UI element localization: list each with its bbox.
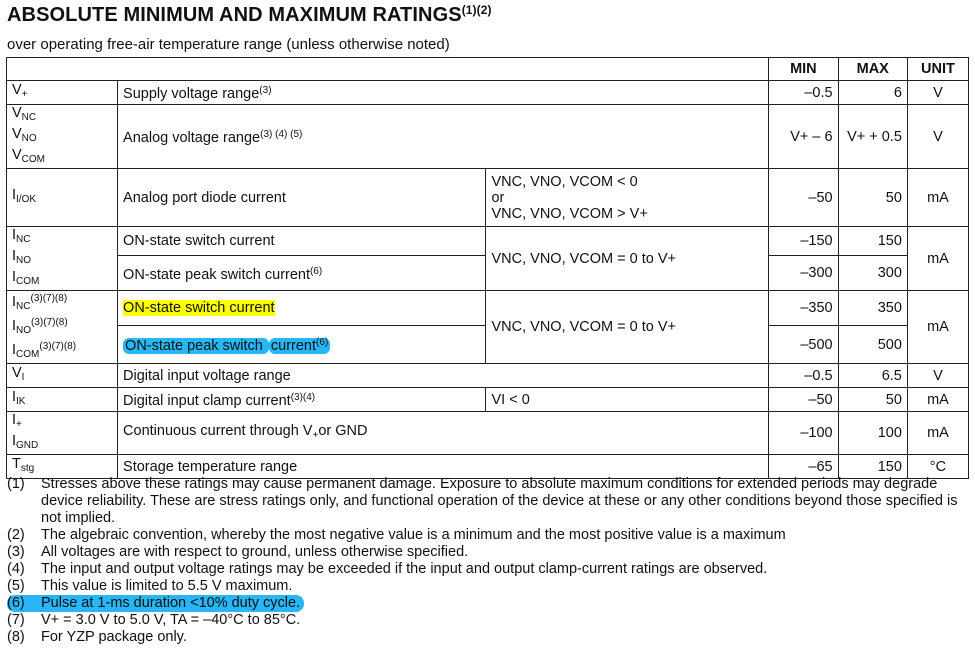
symbol-cell: $I_{IK}$ bbox=[7, 388, 118, 412]
footnote-item bbox=[7, 595, 967, 612]
max-cell: 350 bbox=[838, 291, 907, 326]
footnote-item: (4) The input and output voltage ratings may be exceeded if the input and output clamp-current ratings are observed. bbox=[7, 561, 768, 577]
parameter-cell: Digital input clamp current$^{(3)(4)}$ bbox=[118, 388, 486, 412]
min-cell: –300 bbox=[769, 256, 838, 291]
parameter-cell: Digital input voltage range bbox=[118, 364, 769, 388]
symbol-cell: $I_{I/OK}$ bbox=[7, 169, 118, 227]
max-cell: 50 bbox=[838, 388, 907, 412]
table-row bbox=[7, 364, 969, 388]
footnote-item: (3) All voltages are with respect to ground, unless otherwise specified. bbox=[7, 544, 469, 560]
symbol-cell: $V_+$ bbox=[7, 81, 118, 105]
condition-cell: VI < 0 bbox=[486, 388, 769, 412]
page-subtitle: over operating free-air temperature range (unless otherwise noted) bbox=[7, 36, 450, 53]
max-cell: 300 bbox=[838, 256, 907, 291]
unit-cell: V bbox=[907, 81, 968, 105]
symbol-cell: $V_{NC}$ $V_{NO}$ $V_{COM}$ bbox=[7, 105, 118, 169]
table-row bbox=[7, 81, 969, 105]
unit-cell: mA bbox=[907, 388, 968, 412]
parameter-cell bbox=[118, 291, 486, 326]
unit-cell: mA bbox=[907, 291, 968, 364]
min-cell: V+ – 6 bbox=[769, 105, 838, 169]
highlight-yellow: ON-state switch current bbox=[123, 300, 275, 317]
condition-cell: VNC, VNO, VCOM = 0 to V+ bbox=[486, 227, 769, 291]
unit-cell: mA bbox=[907, 412, 968, 455]
min-cell: –50 bbox=[769, 169, 838, 227]
condition-cell: VNC, VNO, VCOM = 0 to V+ bbox=[486, 291, 769, 364]
unit-cell: mA bbox=[907, 227, 968, 291]
table-header-row bbox=[7, 58, 969, 81]
table-row bbox=[7, 169, 969, 227]
parameter-cell: Analog voltage range$^{(3) (4) (5)}$ bbox=[118, 105, 769, 169]
max-cell: 150 bbox=[838, 227, 907, 256]
max-cell: 6.5 bbox=[838, 364, 907, 388]
unit-cell: °C bbox=[907, 455, 968, 479]
title-footnote-refs: (1)(2) bbox=[461, 3, 492, 17]
parameter-cell: Continuous current through $V_+or$ GND bbox=[118, 412, 769, 455]
header-max: MAX bbox=[838, 58, 907, 81]
parameter-cell: Storage temperature range bbox=[118, 455, 769, 479]
parameter-cell bbox=[118, 326, 486, 364]
symbol-cell: $T_{stg}$ bbox=[7, 455, 118, 479]
parameter-cell: ON-state peak switch current$^{(6)}$ bbox=[118, 256, 486, 291]
min-cell: –0.5 bbox=[769, 81, 838, 105]
table-row bbox=[7, 291, 969, 326]
max-cell: 500 bbox=[838, 326, 907, 364]
highlight-blue: (6) Pulse at 1-ms duration <10% duty cycle. bbox=[7, 595, 304, 612]
highlight-blue: ON-state peak switch bbox=[125, 338, 267, 355]
symbol-cell: $V_I$ bbox=[7, 364, 118, 388]
footnote-item: (8) For YZP package only. bbox=[7, 629, 187, 645]
min-cell: –65 bbox=[769, 455, 838, 479]
condition-cell: VNC, VNO, VCOM < 0 or VNC, VNO, VCOM > V+ bbox=[486, 169, 769, 227]
max-cell: 150 bbox=[838, 455, 907, 479]
unit-cell: mA bbox=[907, 169, 968, 227]
max-cell: 50 bbox=[838, 169, 907, 227]
min-cell: –150 bbox=[769, 227, 838, 256]
min-cell: –0.5 bbox=[769, 364, 838, 388]
symbol-cell: $I_{NC}^{(3)(7)(8)}$ $I_{NO}^{(3)(7)(8)}$ $I_{COM}^{(3)(7)(8)}$ bbox=[7, 291, 118, 364]
min-cell: –500 bbox=[769, 326, 838, 364]
header-min: MIN bbox=[769, 58, 838, 81]
footnote-item: (5) This value is limited to 5.5 V maximum. bbox=[7, 578, 293, 594]
min-cell: –100 bbox=[769, 412, 838, 455]
page-title: ABSOLUTE MINIMUM AND MAXIMUM $RATINGS^{(1)(2)}$ bbox=[7, 3, 492, 26]
symbol-cell: $I_+$ $I_{GND}$ bbox=[7, 412, 118, 455]
max-cell: 100 bbox=[838, 412, 907, 455]
table-row bbox=[7, 227, 969, 256]
min-cell: –350 bbox=[769, 291, 838, 326]
footnote-item: (1) Stresses above these ratings may cause permanent damage. Exposure to absolute maximum conditions for extended periods may degrade device reliability. These are stress ratings only, and functional operation of the device at these or any other conditions beyond those specified is not implied. bbox=[7, 476, 958, 526]
table-row bbox=[7, 412, 969, 455]
symbol-cell: $I_{NC}$ $I_{NO}$ $I_{COM}$ bbox=[7, 227, 118, 291]
highlight-blue: current$^{(6)}$ bbox=[270, 337, 329, 355]
table-row bbox=[7, 388, 969, 412]
table-row bbox=[7, 105, 969, 169]
footnotes bbox=[7, 476, 967, 646]
parameter-cell: Analog port diode current bbox=[118, 169, 486, 227]
ratings-table bbox=[6, 57, 969, 479]
max-cell: V+ + 0.5 bbox=[838, 105, 907, 169]
parameter-cell: ON-state switch current bbox=[118, 227, 486, 256]
table-row bbox=[7, 455, 969, 479]
header-unit: UNIT bbox=[907, 58, 968, 81]
unit-cell: V bbox=[907, 364, 968, 388]
max-cell: 6 bbox=[838, 81, 907, 105]
footnote-item: (2) The algebraic convention, whereby the most negative value is a minimum and the most positive value is a maximum bbox=[7, 527, 786, 543]
unit-cell: V bbox=[907, 105, 968, 169]
parameter-cell: Supply voltage range$^{(3)}$ bbox=[118, 81, 769, 105]
min-cell: –50 bbox=[769, 388, 838, 412]
footnote-item: (7) V+ = 3.0 V to 5.0 V, TA = –40°C to 85°C. bbox=[7, 612, 301, 628]
